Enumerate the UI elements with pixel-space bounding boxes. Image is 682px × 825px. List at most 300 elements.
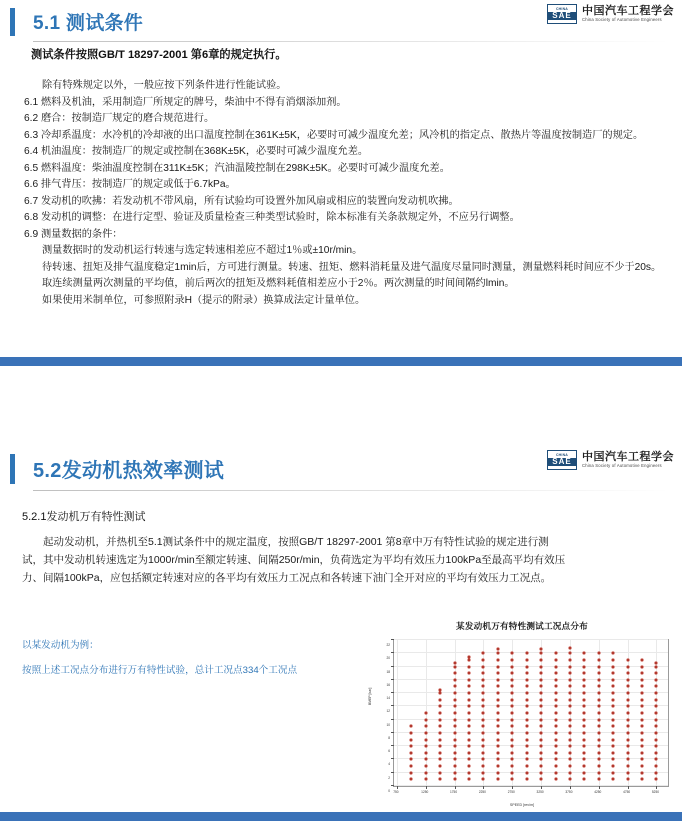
chart-data-point <box>641 738 644 741</box>
chart-data-point <box>511 705 514 708</box>
chart-x-tickmark <box>455 786 456 789</box>
chart-data-point <box>410 765 413 768</box>
chart-data-point <box>525 718 528 721</box>
slide-2-header <box>0 440 682 492</box>
chart-data-point <box>612 745 615 748</box>
chart-data-point <box>597 698 600 701</box>
chart-data-point <box>641 731 644 734</box>
sae-logo-name-cn: 中国汽车工程学会 <box>582 5 674 18</box>
chart-data-point <box>554 771 557 774</box>
chart-data-point <box>612 725 615 728</box>
chart-data-point <box>511 652 514 655</box>
chart-data-point <box>496 698 499 701</box>
chart-data-point <box>525 652 528 655</box>
chart-data-point <box>496 665 499 668</box>
body-paragraph-5: 6.5 燃料温度：柴油温度控制在311K±5K；汽油温陵控制在298K±5K。必要时可减少温度允差。 <box>24 162 450 174</box>
chart-data-point <box>410 745 413 748</box>
chart-data-point <box>612 778 615 781</box>
body-paragraph-4: 6.4 机油温度：按制造厂的规定或控制在368K±5K，必要时可减少温度允差。 <box>24 146 369 158</box>
chart-data-point <box>583 698 586 701</box>
chart-data-point <box>597 712 600 715</box>
chart-data-point <box>540 778 543 781</box>
chart-data-point <box>583 745 586 748</box>
chart-data-point <box>641 705 644 708</box>
chart-data-point <box>597 765 600 768</box>
chart-data-point <box>525 738 528 741</box>
chart-data-point <box>583 712 586 715</box>
chart-data-point <box>525 672 528 675</box>
chart-data-point <box>467 725 470 728</box>
chart-y-tickmark <box>391 705 394 706</box>
chart-data-point <box>612 765 615 768</box>
chart-data-point <box>540 712 543 715</box>
sae-logo-mark-top-2: CHINA <box>555 453 569 458</box>
chart-data-point <box>568 731 571 734</box>
chart-data-point <box>410 751 413 754</box>
chart-x-tick: 750 <box>393 790 399 794</box>
chart-data-point <box>583 672 586 675</box>
chart-data-point <box>467 665 470 668</box>
chart-data-point <box>612 678 615 681</box>
chart-data-point <box>626 725 629 728</box>
chart-x-tickmark <box>628 786 629 789</box>
chart-data-point <box>655 698 658 701</box>
chart-data-point <box>482 692 485 695</box>
chart-data-point <box>453 685 456 688</box>
chart-y-tick: 20 <box>386 656 390 661</box>
chart-data-point <box>511 738 514 741</box>
sae-logo-name-en-2: China Society of Automotive Engineers <box>582 462 662 468</box>
chart-data-point <box>554 652 557 655</box>
chart-data-point <box>554 658 557 661</box>
chart-data-point <box>568 678 571 681</box>
chart-data-point <box>496 725 499 728</box>
sae-logo-mark-icon <box>547 4 577 24</box>
example-note-label: 以某发动机为例： <box>22 640 99 651</box>
chart-data-point <box>597 658 600 661</box>
chart-data-point <box>482 678 485 681</box>
chart-data-point <box>597 665 600 668</box>
chart-data-point <box>410 725 413 728</box>
chart-x-tick: 4750 <box>623 790 631 794</box>
chart-data-point <box>439 705 442 708</box>
chart-data-point <box>482 718 485 721</box>
chart-data-point <box>612 665 615 668</box>
chart-data-point <box>439 778 442 781</box>
chart-data-point <box>540 765 543 768</box>
chart-data-point <box>467 751 470 754</box>
slide-5-2 <box>0 440 682 825</box>
chart-y-tick: 18 <box>386 669 390 674</box>
chart-title: 某发动机万有特性测试工况点分布 <box>456 621 588 631</box>
chart-data-point <box>597 652 600 655</box>
body-subitem-0: 测量数据时的发动机运行转速与选定转速相差应不超过1％或±10r/min。 <box>42 245 363 257</box>
chart-data-point <box>482 765 485 768</box>
chart-y-tickmark <box>391 732 394 733</box>
chart-data-point <box>467 672 470 675</box>
chart-data-point <box>482 712 485 715</box>
chart-data-point <box>424 751 427 754</box>
chart-data-point <box>467 685 470 688</box>
chart-data-point <box>655 672 658 675</box>
body-subitem-2: 取连续测量两次测量的平均值，前后两次的扭矩及燃料耗值相差应小于2％。两次测量的时间间隔约lmin。 <box>42 278 515 290</box>
chart-data-point <box>540 685 543 688</box>
chart-data-point <box>597 758 600 761</box>
chart-data-point <box>641 685 644 688</box>
chart-data-point <box>641 698 644 701</box>
chart-data-point <box>439 771 442 774</box>
chart-data-point <box>439 751 442 754</box>
chart-data-point <box>540 745 543 748</box>
chart-data-point <box>655 692 658 695</box>
chart-data-point <box>453 705 456 708</box>
body-paragraph-0: 除有特殊规定以外，一般应按下列条件进行性能试验。 <box>42 80 287 92</box>
section-subtitle: 5.2.1发动机万有特性测试 <box>22 511 146 523</box>
chart-data-point <box>511 678 514 681</box>
chart-data-point <box>467 656 470 659</box>
chart-data-point <box>626 745 629 748</box>
chart-data-point <box>467 658 470 661</box>
lead-statement: 测试条件按照GB/T 18297-2001 第6章的规定执行。 <box>31 49 287 61</box>
chart-data-point <box>496 672 499 675</box>
slide-1-body <box>24 46 672 309</box>
chart-data-point <box>496 692 499 695</box>
chart-data-point <box>453 672 456 675</box>
chart-data-point <box>641 658 644 661</box>
chart-data-point <box>626 765 629 768</box>
chart-data-point <box>467 678 470 681</box>
chart-data-point <box>439 731 442 734</box>
chart-gridline-v <box>397 640 398 786</box>
chart-data-point <box>482 738 485 741</box>
chart-data-point <box>655 731 658 734</box>
chart-data-point <box>641 725 644 728</box>
example-note-detail: 按照上述工况点分布进行万有特性试验，总计工况点334个工况点 <box>22 665 298 676</box>
chart-data-point <box>554 705 557 708</box>
slide-divider-bottom <box>0 812 682 821</box>
chart-data-point <box>568 692 571 695</box>
chart-data-point <box>540 725 543 728</box>
chart-data-point <box>439 692 442 695</box>
chart-data-point <box>568 771 571 774</box>
chart-data-point <box>655 745 658 748</box>
chart-data-point <box>655 771 658 774</box>
chart-x-tick: 3750 <box>565 790 573 794</box>
chart-data-point <box>453 751 456 754</box>
chart-data-point <box>496 751 499 754</box>
chart-data-point <box>568 745 571 748</box>
chart-data-point <box>583 705 586 708</box>
chart-data-point <box>525 712 528 715</box>
chart-data-point <box>655 778 658 781</box>
chart-data-point <box>568 758 571 761</box>
chart-data-point <box>641 672 644 675</box>
chart-data-point <box>511 778 514 781</box>
chart-data-point <box>496 771 499 774</box>
chart-data-point <box>439 698 442 701</box>
chart-data-point <box>496 652 499 655</box>
chart-data-point <box>482 658 485 661</box>
chart-data-point <box>655 685 658 688</box>
chart-data-point <box>482 778 485 781</box>
chart-data-point <box>583 725 586 728</box>
chart-data-point <box>467 731 470 734</box>
header-divider-line-2 <box>33 490 670 491</box>
chart-plot-outer <box>367 633 677 808</box>
chart-data-point <box>439 758 442 761</box>
chart-data-point <box>482 745 485 748</box>
chart-data-point <box>424 765 427 768</box>
chart-data-point <box>655 661 658 664</box>
chart-data-point <box>568 725 571 728</box>
chart-data-point <box>626 718 629 721</box>
chart-data-point <box>511 725 514 728</box>
chart-data-point <box>626 731 629 734</box>
chart-x-tickmark <box>656 786 657 789</box>
chart-data-point <box>597 725 600 728</box>
page-title-2: 5.2发动机热效率测试 <box>33 460 225 482</box>
chart-data-point <box>568 778 571 781</box>
chart-data-point <box>554 725 557 728</box>
chart-data-point <box>511 765 514 768</box>
chart-data-point <box>655 765 658 768</box>
chart-data-point <box>511 665 514 668</box>
chart-data-point <box>583 685 586 688</box>
chart-data-point <box>511 771 514 774</box>
chart-data-point <box>525 698 528 701</box>
chart-data-point <box>540 718 543 721</box>
chart-x-tickmark <box>512 786 513 789</box>
chart-data-point <box>554 778 557 781</box>
chart-x-tick-labels <box>393 790 669 799</box>
chart-data-point <box>554 738 557 741</box>
chart-x-tickmark <box>599 786 600 789</box>
chart-x-tickmark <box>397 786 398 789</box>
sae-logo-text-2 <box>582 451 674 468</box>
chart-data-point <box>482 698 485 701</box>
chart-data-point <box>626 778 629 781</box>
chart-data-point <box>540 678 543 681</box>
sae-logo-mark-bottom-2: SAE <box>548 458 576 466</box>
chart-data-point <box>453 771 456 774</box>
chart-data-point <box>496 705 499 708</box>
chart-x-axis-label: SPEED [rev/m] <box>509 803 535 807</box>
chart-data-point <box>554 718 557 721</box>
chart-data-point <box>626 698 629 701</box>
chart-data-point <box>568 698 571 701</box>
chart-data-point <box>597 718 600 721</box>
chart-data-point <box>568 658 571 661</box>
chart-x-tick: 5250 <box>651 790 659 794</box>
chart-y-tick-labels <box>375 639 391 793</box>
chart-data-point <box>655 665 658 668</box>
chart-data-point <box>626 685 629 688</box>
chart-data-point <box>583 658 586 661</box>
chart-y-tickmark <box>391 745 394 746</box>
chart-data-point <box>612 672 615 675</box>
chart-data-point <box>655 758 658 761</box>
chart-data-point <box>424 778 427 781</box>
chart-data-point <box>597 685 600 688</box>
chart-y-tick: 4 <box>388 762 390 767</box>
chart-data-point <box>525 751 528 754</box>
chart-data-point <box>655 751 658 754</box>
chart-data-point <box>597 771 600 774</box>
chart-data-point <box>568 665 571 668</box>
body-subitem-3: 如果使用米制单位，可参照附录H（提示的附录）换算成法定计量单位。 <box>42 294 366 306</box>
chart-x-tick: 1250 <box>421 790 429 794</box>
chart-data-point <box>467 745 470 748</box>
chart-data-point <box>641 758 644 761</box>
chart-data-point <box>496 758 499 761</box>
chart-data-point <box>453 678 456 681</box>
chart-data-point <box>626 712 629 715</box>
chart-data-point <box>597 738 600 741</box>
chart-data-point <box>482 751 485 754</box>
chart-data-point <box>641 718 644 721</box>
chart-data-point <box>626 751 629 754</box>
slide-1-header <box>0 0 682 44</box>
chart-data-point <box>511 731 514 734</box>
chart-data-point <box>554 685 557 688</box>
chart-y-axis-label: BMEP [bar] <box>368 687 372 705</box>
chart-data-point <box>568 712 571 715</box>
chart-data-point <box>568 652 571 655</box>
chart-data-point <box>525 692 528 695</box>
chart-y-tickmark <box>391 758 394 759</box>
sae-logo-mark-bottom: SAE <box>548 12 576 20</box>
chart-data-point <box>439 745 442 748</box>
sae-logo-2 <box>547 450 674 470</box>
chart-data-point <box>453 738 456 741</box>
chart-data-point <box>482 665 485 668</box>
chart-data-point <box>626 672 629 675</box>
chart-data-point <box>424 712 427 715</box>
chart-data-point <box>626 758 629 761</box>
chart-data-point <box>496 712 499 715</box>
chart-data-point <box>554 698 557 701</box>
chart-data-point <box>612 652 615 655</box>
chart-data-point <box>554 765 557 768</box>
slide-divider-top <box>0 357 682 366</box>
sae-logo <box>547 4 674 24</box>
chart-data-point <box>597 692 600 695</box>
chart-data-point <box>641 665 644 668</box>
chart-data-point <box>482 672 485 675</box>
chart-plot-area <box>393 639 669 787</box>
chart-data-point <box>482 652 485 655</box>
chart-data-point <box>554 751 557 754</box>
chart-data-point <box>655 705 658 708</box>
chart-data-point <box>525 765 528 768</box>
chart-data-point <box>612 698 615 701</box>
chart-data-point <box>439 689 442 692</box>
chart-data-point <box>525 705 528 708</box>
chart-data-point <box>496 778 499 781</box>
chart-y-tickmark <box>391 692 394 693</box>
chart-data-point <box>597 745 600 748</box>
chart-data-point <box>525 758 528 761</box>
chart-data-point <box>511 758 514 761</box>
chart-data-point <box>568 672 571 675</box>
chart-data-point <box>583 765 586 768</box>
chart-data-point <box>641 765 644 768</box>
chart-data-point <box>583 731 586 734</box>
chart-data-point <box>453 745 456 748</box>
chart-data-point <box>612 758 615 761</box>
chart-y-tickmark <box>391 679 394 680</box>
chart-data-point <box>511 718 514 721</box>
chart-data-point <box>597 751 600 754</box>
chart-data-point <box>525 685 528 688</box>
chart-data-point <box>424 731 427 734</box>
chart-data-point <box>496 678 499 681</box>
chart-data-point <box>597 778 600 781</box>
chart-data-point <box>467 698 470 701</box>
chart-data-point <box>410 731 413 734</box>
slide-5-1 <box>0 0 682 360</box>
chart-data-point <box>525 678 528 681</box>
chart-data-point <box>453 731 456 734</box>
chart-data-point <box>424 745 427 748</box>
chart-data-point <box>641 712 644 715</box>
chart-x-tickmark <box>541 786 542 789</box>
chart-data-point <box>540 758 543 761</box>
chart-data-point <box>424 758 427 761</box>
body-paragraph-2: 6.2 磨合：按制造厂规定的磨合规范进行。 <box>24 113 215 125</box>
operating-points-chart <box>367 618 677 813</box>
chart-data-point <box>583 738 586 741</box>
chart-data-point <box>540 658 543 661</box>
chart-data-point <box>612 692 615 695</box>
chart-data-point <box>511 692 514 695</box>
sae-logo-name-en: China Society of Automotive Engineers <box>582 16 662 22</box>
chart-data-point <box>453 665 456 668</box>
chart-data-point <box>511 751 514 754</box>
chart-data-point <box>655 678 658 681</box>
body-paragraph-9: 6.9 测量数据的条件： <box>24 228 123 240</box>
chart-data-point <box>554 745 557 748</box>
body-paragraph-1: 6.1 燃料及机油，采用制造厂所规定的牌号，柴油中不得有消烟添加剂。 <box>24 96 347 108</box>
chart-data-point <box>612 712 615 715</box>
chart-y-tick: 8 <box>388 735 390 740</box>
chart-data-point <box>568 738 571 741</box>
chart-y-tickmark <box>391 666 394 667</box>
chart-data-point <box>554 678 557 681</box>
chart-x-tick: 2250 <box>478 790 486 794</box>
sae-logo-name-cn-2: 中国汽车工程学会 <box>582 451 674 464</box>
chart-data-point <box>525 658 528 661</box>
chart-data-point <box>583 718 586 721</box>
chart-y-tickmark <box>391 772 394 773</box>
chart-data-point <box>626 738 629 741</box>
chart-data-point <box>511 672 514 675</box>
body-paragraph-7: 6.7 发动机的吹拂：若发动机不带风扇，所有试验均可设置外加风扇或相应的装置向发动机吹拂。 <box>24 195 459 207</box>
chart-y-tickmark <box>391 652 394 653</box>
chart-x-tickmark <box>483 786 484 789</box>
chart-data-point <box>568 705 571 708</box>
chart-data-point <box>439 712 442 715</box>
chart-data-point <box>453 765 456 768</box>
chart-y-tick: 6 <box>388 749 390 754</box>
chart-data-point <box>583 751 586 754</box>
chart-data-point <box>453 758 456 761</box>
chart-data-point <box>496 718 499 721</box>
chart-data-point <box>655 738 658 741</box>
chart-x-tick: 4250 <box>594 790 602 794</box>
body-paragraph-6: 6.6 排气背压：按制造厂的规定或低于6.7kPa。 <box>24 179 236 191</box>
chart-data-point <box>612 658 615 661</box>
